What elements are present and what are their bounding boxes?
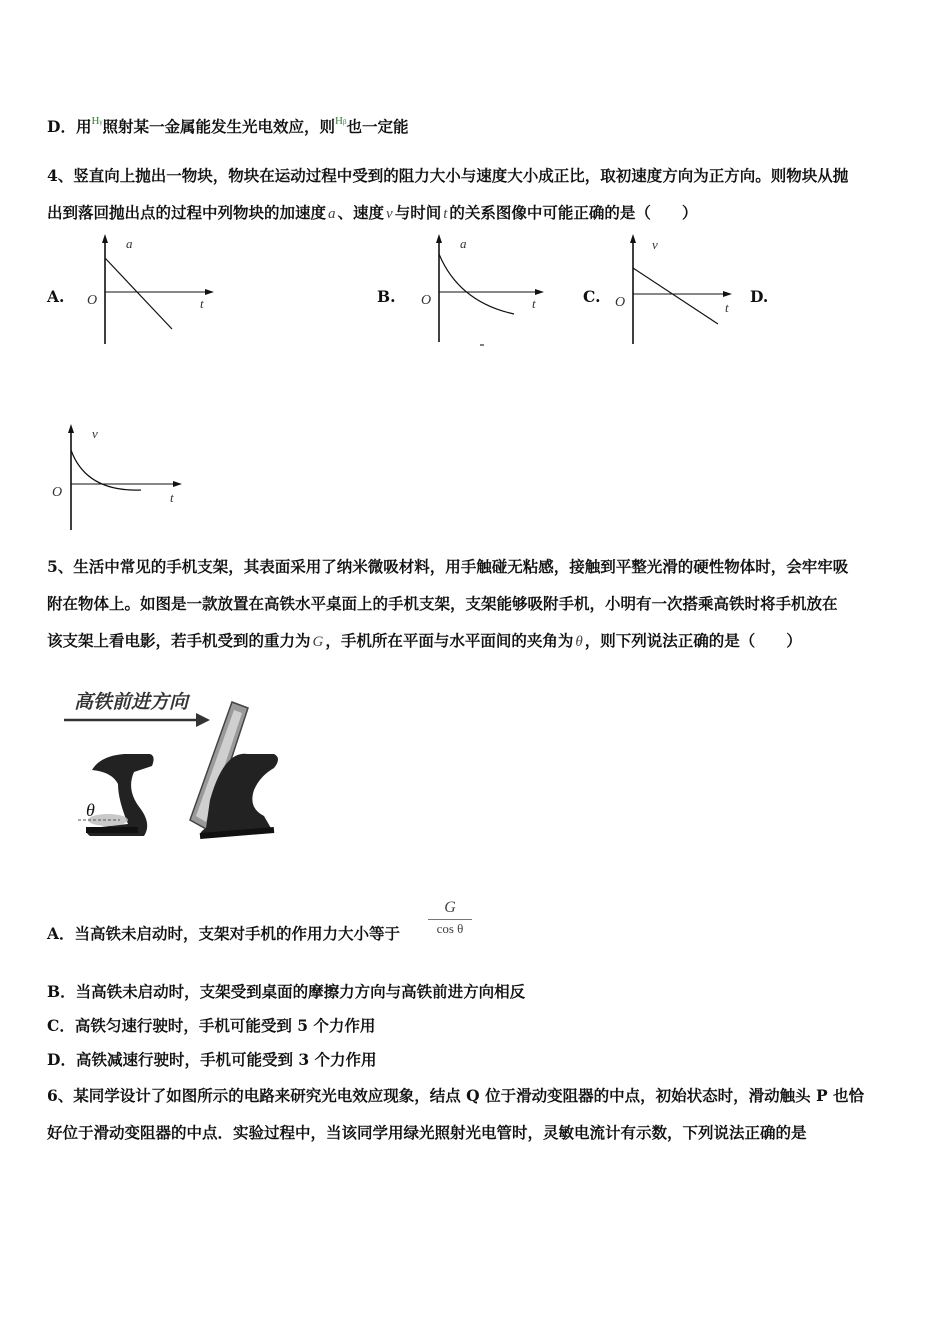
x-axis-label: t: [200, 296, 204, 311]
q5-line-3-c: ，则下列说法正确的是（ ）: [584, 631, 802, 650]
q5-symbol-theta: θ: [575, 634, 583, 650]
h-beta-symbol: [335, 115, 347, 127]
x-axis-arrow-icon: [535, 289, 544, 295]
q5-option-a: A．当高铁未启动时，支架对手机的作用力大小等于: [47, 924, 401, 943]
q4-graph-b: [414, 232, 554, 350]
q4-symbol-a: a: [328, 206, 336, 222]
q3-option-d-label: D．: [47, 117, 76, 136]
origin-label: O: [52, 485, 63, 500]
q5-option-b: B．当高铁未启动时，支架受到桌面的摩擦力方向与高铁前进方向相反: [47, 982, 526, 1001]
q4-symbol-v: v: [386, 206, 393, 222]
graph-line: [633, 268, 718, 324]
y-axis-arrow-icon: [68, 424, 74, 433]
q6-line-1: 6、某同学设计了如图所示的电路来研究光电效应现象，结点 Q 位于滑动变阻器的中点，初始状态时，滑动触头 P 也恰: [47, 1086, 865, 1105]
q6-line-2: 好位于滑动变阻器的中点．实验过程中，当该同学用绿光照射光电管时，灵敏电流计有示数，下列说法正确的是: [47, 1123, 807, 1142]
x-axis-arrow-icon: [723, 291, 732, 297]
x-axis-label: t: [170, 490, 174, 505]
graph-line: [105, 258, 172, 329]
origin-label: O: [421, 293, 432, 308]
q4-symbol-t: t: [443, 206, 448, 222]
h-gamma-sub: γ: [99, 118, 103, 126]
g-over-cos-theta-fraction: [428, 898, 472, 937]
q3-option-d-text-c: 也一定能: [346, 117, 409, 136]
q3-option-d: [47, 117, 409, 140]
fraction-numerator: G: [444, 899, 456, 916]
h-gamma-h: H: [91, 115, 100, 127]
q5-line-2: 附在物体上。如图是一款放置在高铁水平桌面上的手机支架，支架能够吸附手机，小明有一次搭乘高铁时将手机放在: [47, 594, 838, 613]
y-axis-label: v: [92, 426, 98, 441]
h-gamma-symbol: [91, 115, 102, 127]
q4-option-a-label: A.: [47, 287, 65, 306]
q4-line-1: 4、竖直向上抛出一物块，物块在运动过程中受到的阻力大小与速度大小成正比，取初速度方向为正方向。则物块从抛: [47, 166, 849, 185]
y-axis-arrow-icon: [630, 234, 636, 243]
q4-option-c-label: C.: [583, 287, 601, 306]
y-axis-label: a: [126, 236, 133, 251]
q3-option-d-text-b: 照射某一金属能发生光电效应，则: [102, 117, 336, 136]
x-axis-arrow-icon: [173, 481, 182, 487]
x-axis-arrow-icon: [205, 289, 214, 295]
train-direction-caption: 高铁前进方向: [74, 692, 189, 713]
angle-theta-label: θ: [86, 800, 95, 820]
q4-graph-a: [80, 232, 220, 347]
q5-symbol-g: G: [312, 634, 324, 650]
q4-option-b-label: B.: [377, 287, 396, 306]
q5-line-1: 5、生活中常见的手机支架，其表面采用了纳米微吸材料，用手触碰无粘感，接触到平整光滑的硬性物体时，会牢牢吸: [47, 557, 849, 576]
q4-line-2-d: 的关系图像中可能正确的是（ ）: [449, 203, 698, 222]
q5-option-d: D．高铁减速行驶时，手机可能受到 3 个力作用: [47, 1050, 377, 1069]
q5-line-3-a: 该支架上看电影，若手机受到的重力为: [47, 631, 311, 650]
q3-option-d-text-a: 用: [75, 117, 92, 136]
q5-line-3-b: ，手机所在平面与水平面间的夹角为: [325, 631, 574, 650]
q4-line-2-c: 与时间: [394, 203, 442, 222]
x-axis-label: t: [725, 300, 729, 315]
h-beta-sub: β: [342, 118, 347, 126]
origin-label: O: [615, 295, 626, 310]
fraction-bar: [428, 919, 472, 920]
direction-arrow-icon: [196, 713, 210, 727]
q4-graph-c: [608, 232, 748, 347]
y-axis-label: v: [652, 237, 658, 252]
y-axis-arrow-icon: [436, 234, 442, 243]
phone-holder-figure: [60, 680, 290, 850]
y-axis-arrow-icon: [102, 234, 108, 243]
q4-line-2-b: 、速度: [337, 203, 385, 222]
q4-line-2-a: 出到落回抛出点的过程中列物块的加速度: [47, 203, 327, 222]
x-axis-label: t: [532, 296, 536, 311]
origin-label: O: [87, 293, 98, 308]
fraction-denominator: cos θ: [436, 921, 464, 936]
q5-line-3: [47, 631, 802, 652]
q4-graph-d: [46, 422, 196, 534]
h-beta-h: H: [335, 115, 343, 127]
q4-option-d-label: D.: [750, 287, 769, 306]
q4-line-2: [47, 203, 697, 224]
y-axis-label: a: [460, 236, 467, 251]
graph-curve: [439, 254, 514, 314]
q5-option-c: C．高铁匀速行驶时，手机可能受到 5 个力作用: [47, 1016, 376, 1035]
